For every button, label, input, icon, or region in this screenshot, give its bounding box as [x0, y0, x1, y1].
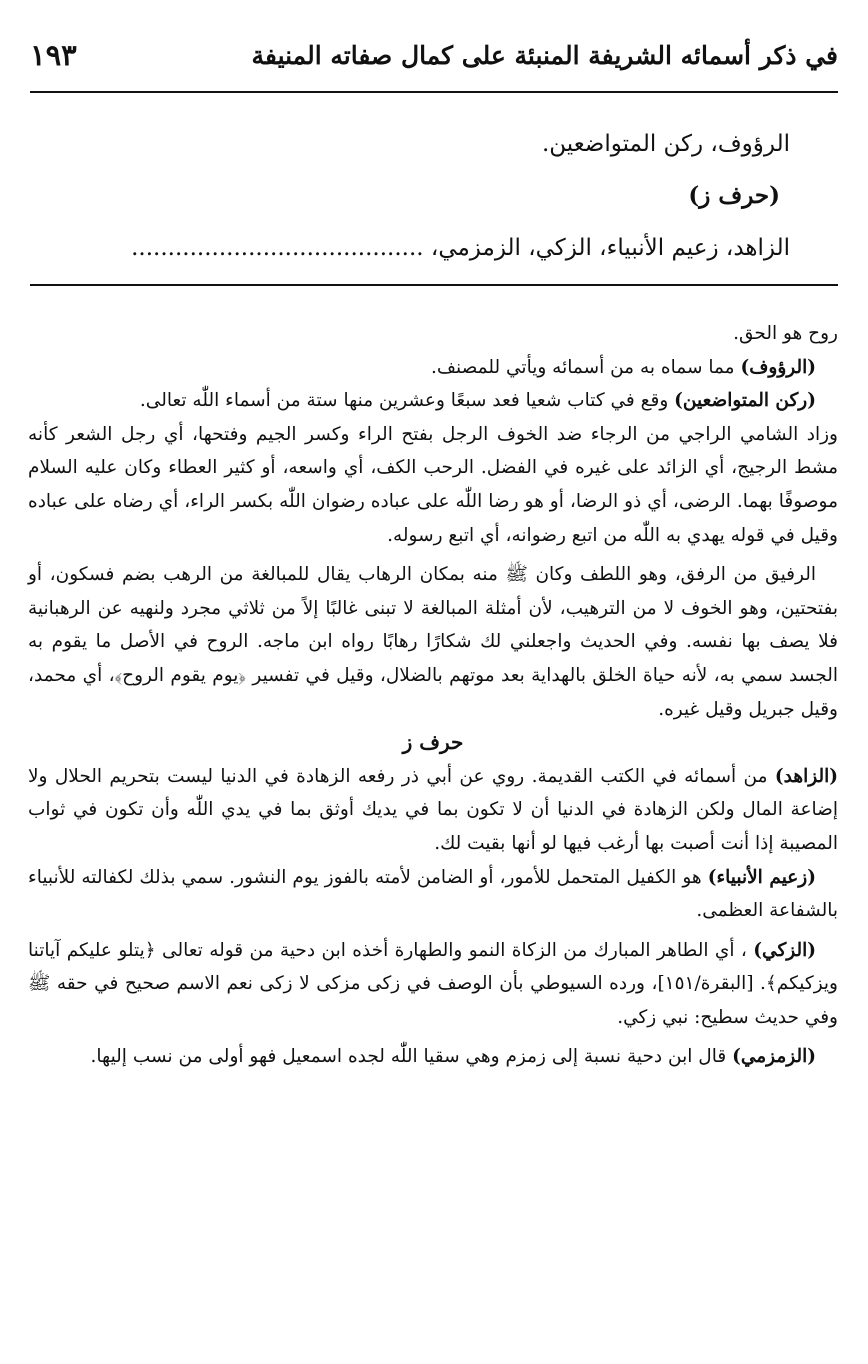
running-title: في ذكر أسمائه الشريفة المنبئة على كمال صفاته المنيفة: [251, 40, 838, 70]
entry-text: هو الكفيل المتحمل للأمور، أو الضامن لأمته بالفوز يوم النشور. سمي بذلك لكفالته للأنبياء بالشفاعة العظمى.: [28, 866, 838, 922]
page-number: ١٩٣: [30, 38, 77, 72]
entry-term: (الزكي): [753, 939, 816, 961]
commentary-paragraph: [28, 384, 838, 418]
entry-term: (الزمزمي): [732, 1046, 816, 1068]
entry-term: (زعيم الأنبياء): [707, 866, 816, 888]
matn-text: [30, 118, 790, 274]
commentary-paragraph: [28, 861, 838, 928]
matn-line-3: [30, 222, 790, 274]
section-subheading: حرف ز: [402, 730, 464, 755]
entry-term: (الزاهد): [774, 765, 838, 787]
commentary-paragraph: [28, 934, 838, 1035]
page-header: [30, 30, 838, 80]
commentary-text: [28, 317, 838, 1074]
commentary-paragraph: [28, 1040, 838, 1074]
matn-line-3-text: الزاهد، زعيم الأنبياء، الزكي، الزمزمي،: [430, 235, 790, 261]
commentary-paragraph: [28, 351, 838, 385]
entry-term: (ركن المتواضعين): [674, 390, 816, 412]
entry-text: ، أي الطاهر المبارك من الزكاة النمو والطهارة أخذه ابن دحية من قوله تعالى ﴿يتلو عليكم آياتنا ويزكيكم﴾. [البقرة/١٥١]، ورده السيوطي بأن الوصف في زكى مزكى لا زكى نعم الاسم صحيح في حقه ﷺ وفي حديث سطيح: نبي زكي.: [28, 939, 838, 1028]
commentary-paragraph: الرفيق من الرفق، وهو اللطف وكان ﷺ منه بمكان الرهاب يقال للمبالغة من الرهب بضم فسكون، أو بفتحتين، وهو الخوف لا من الترهيب، لأن أمثلة المبالغة لا تبنى غالبًا إلاً من ثلاثي مجرد ولنهيه عن الرهبانية فلا يصف بها نفسه. وفي الحديث واجعلني لك شكارًا رهابًا رواه ابن ماجه. الروح في الأصل ما يقوم به الجسد سمي به، لأنه حياة الخلق بالهداية بعد موتهم بالضلال، وقيل في تفسير ﴿يوم يقوم الروح﴾، أي محمد، وقيل جبريل وقيل غيره.: [28, 564, 838, 720]
commentary-paragraph: روح هو الحق.: [733, 323, 838, 344]
entry-text: مما سماه به من أسمائه ويأتي للمصنف.: [431, 356, 741, 378]
matn-letter-heading-line: [30, 170, 790, 222]
matn-dotted-leader: ........................................: [131, 235, 424, 261]
entry-text: من أسمائه في الكتب القديمة. روي عن أبي ذر رفعه الزهادة في الدنيا ليست بتحريم الحلال ولا إضاعة المال ولكن الزهادة في الدنيا أن لا تكون بما في يديك أوثق بما في يدي اللّٰه وأن تكون في ثواب المصيبة إذا أنت أصبت بها أرغب فيها لو أنها بقيت لك.: [28, 765, 838, 854]
header-divider: [30, 91, 838, 93]
matn-letter-heading: (حرف ز): [688, 182, 780, 209]
entry-term: (الرؤوف): [740, 356, 816, 378]
matn-divider: [30, 284, 838, 286]
commentary-paragraph: وزاد الشامي الراجي من الرجاء ضد الخوف الرجل بفتح الراء وكسر الجيم وفتحها، أي رجل الشعر كأنه مشط الرجيج، أي الزائد على غيره في الفضل. الرحب الكف، أي واسعه، أو كثير العطاء وكان عليه السلام موصوفًا بهما. الرضى، أي ذو الرضا، أو هو رضا اللّٰه على عباده رضوان اللّٰه بكسر الراء، أي رضاه على عباده وقيل في قوله يهدي به اللّٰه من اتبع رضوانه، أي اتبع رسوله.: [28, 423, 838, 546]
entry-text: قال ابن دحية نسبة إلى زمزم وهي سقيا اللّٰه لجده اسمعيل فهو أولى من نسب إليها.: [90, 1046, 733, 1068]
entry-text: وقع في كتاب شعيا فعد سبعًا وعشرين منها ستة من أسماء اللّٰه تعالى.: [139, 390, 675, 412]
commentary-paragraph: [28, 760, 838, 861]
matn-line-1: الرؤوف، ركن المتواضعين.: [541, 131, 790, 157]
